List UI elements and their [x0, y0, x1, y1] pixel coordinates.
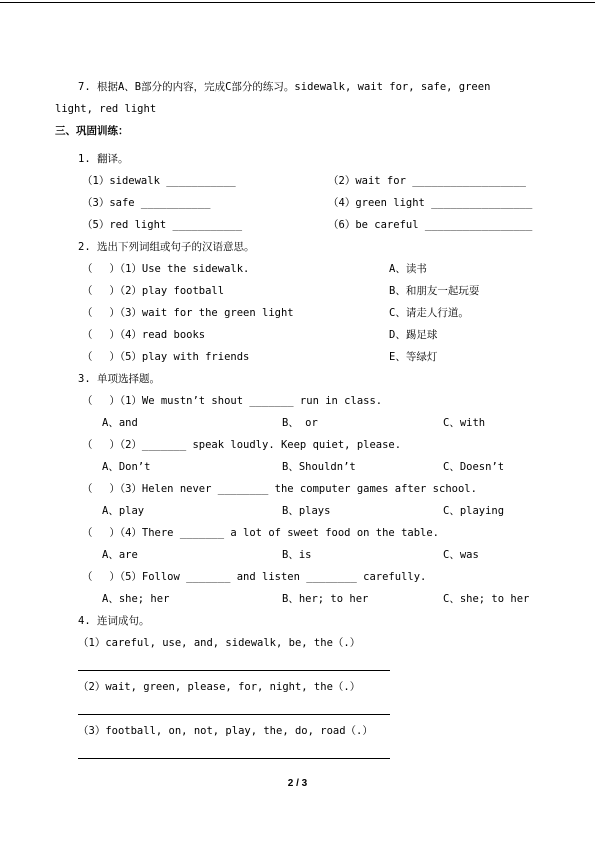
- q3-option: A、Don’t: [102, 461, 151, 473]
- q1-item: （3）safe ___________: [82, 197, 211, 209]
- q2-question: （ ）（5）play with friends: [82, 351, 250, 363]
- q3-option: A、she; her: [102, 593, 170, 605]
- q3-option: A、are: [102, 549, 138, 561]
- answer-line: [78, 670, 390, 671]
- q2-question: （ ）（3）wait for the green light: [82, 307, 294, 319]
- q2-answer: A、读书: [389, 263, 427, 275]
- q2-question: （ ）（1）Use the sidewalk.: [82, 263, 250, 275]
- q3-question: （ ）（3）Helen never ________ the computer games after school.: [82, 483, 477, 495]
- q3-option: A、and: [102, 417, 138, 429]
- q2-question: （ ）（2）play football: [82, 285, 225, 297]
- q3-question: （ ）（5）Follow _______ and listen ________ carefully.: [82, 571, 427, 583]
- q1-item: （2）wait for __________________: [328, 175, 527, 187]
- q3-option: C、with: [443, 417, 486, 429]
- answer-line: [78, 714, 390, 715]
- q3-option: B、her; to her: [282, 593, 369, 605]
- q3-option: B、plays: [282, 505, 331, 517]
- q1-title: 1. 翻译。: [78, 153, 129, 165]
- q1-item: （4）green light ________________: [328, 197, 533, 209]
- instruction-7-line2: light, red light: [55, 103, 157, 115]
- answer-line: [78, 758, 390, 759]
- q2-answer: C、请走人行道。: [389, 307, 469, 319]
- q3-option: B、 or: [282, 417, 318, 429]
- section-heading: 三、巩固训练：: [55, 125, 129, 137]
- q3-question: （ ）（1）We mustn’t shout _______ run in class.: [82, 395, 383, 407]
- q2-answer: B、和朋友一起玩耍: [389, 285, 480, 297]
- q4-item: （3）football, on, not, play, the, do, road（.）: [78, 725, 373, 737]
- q3-option: B、Shouldn’t: [282, 461, 356, 473]
- q2-answer: E、等绿灯: [389, 351, 438, 363]
- q1-item: （5）red light ___________: [82, 219, 243, 231]
- q3-option: C、playing: [443, 505, 505, 517]
- q3-question: （ ）（2）_______ speak loudly. Keep quiet, please.: [82, 439, 402, 451]
- q4-item: （2）wait, green, please, for, night, the（.）: [78, 681, 361, 693]
- top-rule: [0, 2, 595, 3]
- q3-option: C、she; to her: [443, 593, 530, 605]
- q3-title: 3. 单项选择题。: [78, 373, 160, 385]
- q4-title: 4. 连词成句。: [78, 615, 150, 627]
- q2-title: 2. 选出下列词组或句子的汉语意思。: [78, 241, 255, 253]
- q1-item: （1）sidewalk ___________: [82, 175, 236, 187]
- q3-option: A、play: [102, 505, 145, 517]
- q2-answer: D、踢足球: [389, 329, 438, 341]
- q3-question: （ ）（4）There _______ a lot of sweet food on the table.: [82, 527, 440, 539]
- instruction-7-line1: 7. 根据A、B部分的内容，完成C部分的练习。sidewalk, wait for, safe, green: [78, 81, 491, 93]
- q4-item: （1）careful, use, and, sidewalk, be, the（.）: [78, 637, 361, 649]
- q3-option: C、was: [443, 549, 479, 561]
- q2-question: （ ）（4）read books: [82, 329, 206, 341]
- page-number: 2 / 3: [287, 778, 308, 789]
- q3-option: C、Doesn’t: [443, 461, 505, 473]
- q1-item: （6）be careful _________________: [328, 219, 533, 231]
- q3-option: B、is: [282, 549, 312, 561]
